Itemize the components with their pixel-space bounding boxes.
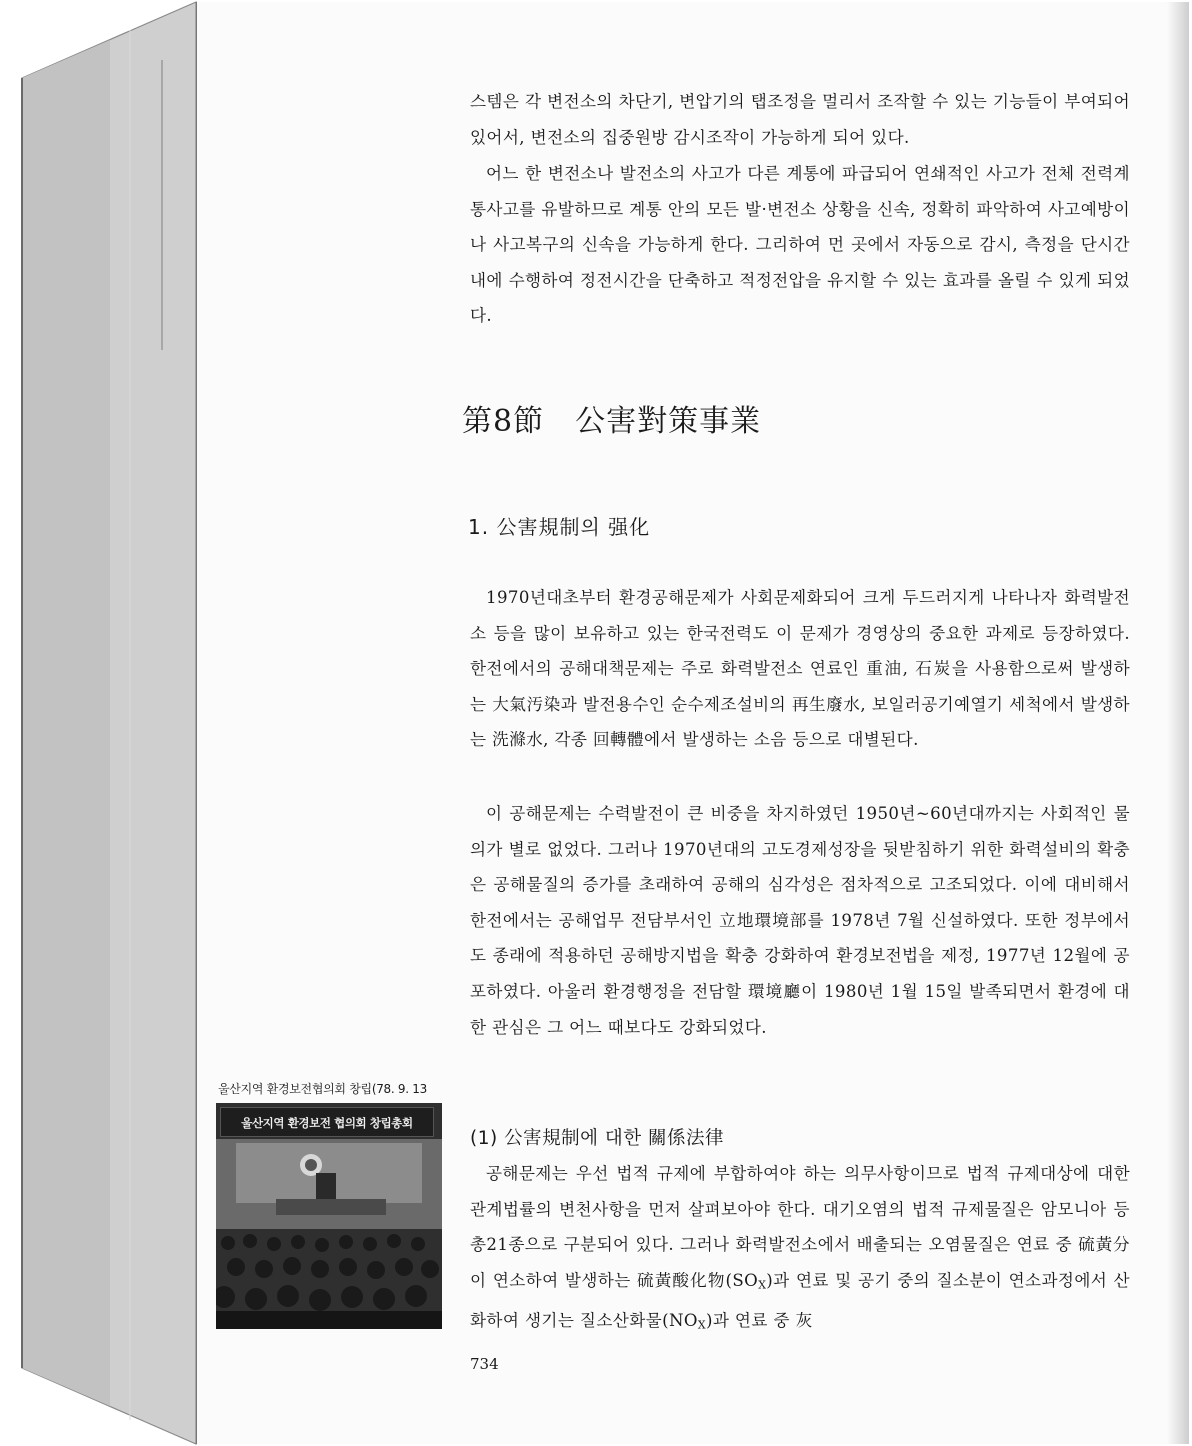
subsection-heading: 1. 公害規制의 强化 — [468, 515, 651, 539]
nox-subscript: X — [697, 1318, 706, 1332]
law-text-1: 공해문제는 우선 법적 규제에 부합하여야 하는 의무사항이므로 법적 규제대상에 대한 관계법률의 변천사항을 먼저 살펴보아야 한다. 대기오염의 법적 규제물질은 암모니아 등 총21종으로 구분되어 있다. 그러나 화력발전소에서 배출되는 오염물질은 연료 중 硫黃分이 연소하여 발생하는 硫黃酸化物(SO — [470, 1164, 1130, 1290]
sox-subscript: X — [758, 1278, 767, 1292]
page-number: 734 — [470, 1355, 499, 1373]
page-edge-shadow — [1167, 2, 1189, 1444]
section-heading: 第8節 公害對策事業 — [462, 404, 762, 439]
photo-caption: 울산지역 환경보전협의회 창립(78. 9. 13 — [218, 1082, 427, 1096]
intro-paragraph-1: 스템은 각 변전소의 차단기, 변압기의 탭조정을 멀리서 조작할 수 있는 기능들이 부여되어 있어서, 변전소의 집중원방 감시조작이 가능하게 되어 있다. — [470, 92, 1130, 147]
book-spine — [0, 0, 200, 1446]
law-text-2: )과 연료 및 공기 중의 질소분이 연소과정에서 산화하여 생기는 질소산화물(NO — [470, 1270, 1130, 1331]
law-paragraph — [470, 1156, 1130, 1343]
subsubsection-heading: (1) 公害規制에 대한 關係法律 — [470, 1128, 724, 1149]
intro-paragraph-2: 어느 한 변전소나 발전소의 사고가 다른 계통에 파급되어 연쇄적인 사고가 전체 전력계통사고를 유발하므로 계통 안의 모든 발·변전소 상황을 신속, 정확히 파악하여 사고예방이나 사고복구의 신속을 가능하게 한다. 그리하여 먼 곳에서 자동으로 감시, 측정을 단시간내에 수행하여 정전시간을 단축하고 적정전압을 유지할 수 있는 효과를 올릴 수 있게 되었다. — [470, 164, 1130, 326]
meeting-photo — [216, 1103, 442, 1329]
photo-banner: 울산지역 환경보전 협의회 창립총회 — [220, 1107, 434, 1137]
regulation-paragraph-2: 이 공해문제는 수력발전이 큰 비중을 차지하였던 1950년~60년대까지는 사회적인 물의가 별로 없었다. 그러나 1970년대의 고도경제성장을 뒷받침하기 위한 화력설비의 확충은 공해물질의 증가를 초래하여 공해의 심각성은 점차적으로 고조되었다. 이에 대비해서 한전에서는 공해업무 전담부서인 立地環境部를 1978년 7월 신설하였다. 또한 정부에서도 종래에 적용하던 공해방지법을 확충 강화하여 환경보전법을 제정, 1977년 12월에 공포하였다. 아울러 환경행정을 전담할 環境廳이 1980년 1월 15일 발족되면서 환경에 대한 관심은 그 어느 때보다도 강화되었다. — [470, 804, 1130, 1037]
regulation-paragraph-1: 1970년대초부터 환경공해문제가 사회문제화되어 크게 두드러지게 나타나자 화력발전소 등을 많이 보유하고 있는 한국전력도 이 문제가 경영상의 중요한 과제로 등장하였다. 한전에서의 공해대책문제는 주로 화력발전소 연료인 重油, 石炭을 사용함으로써 발생하는 大氣汚染과 발전용수인 순수제조설비의 再生廢水, 보일러공기예열기 세척에서 발생하는 洗滌水, 각종 回轉體에서 발생하는 소음 등으로 대별된다. — [470, 588, 1130, 750]
law-text-3: )과 연료 중 灰 — [705, 1311, 813, 1331]
